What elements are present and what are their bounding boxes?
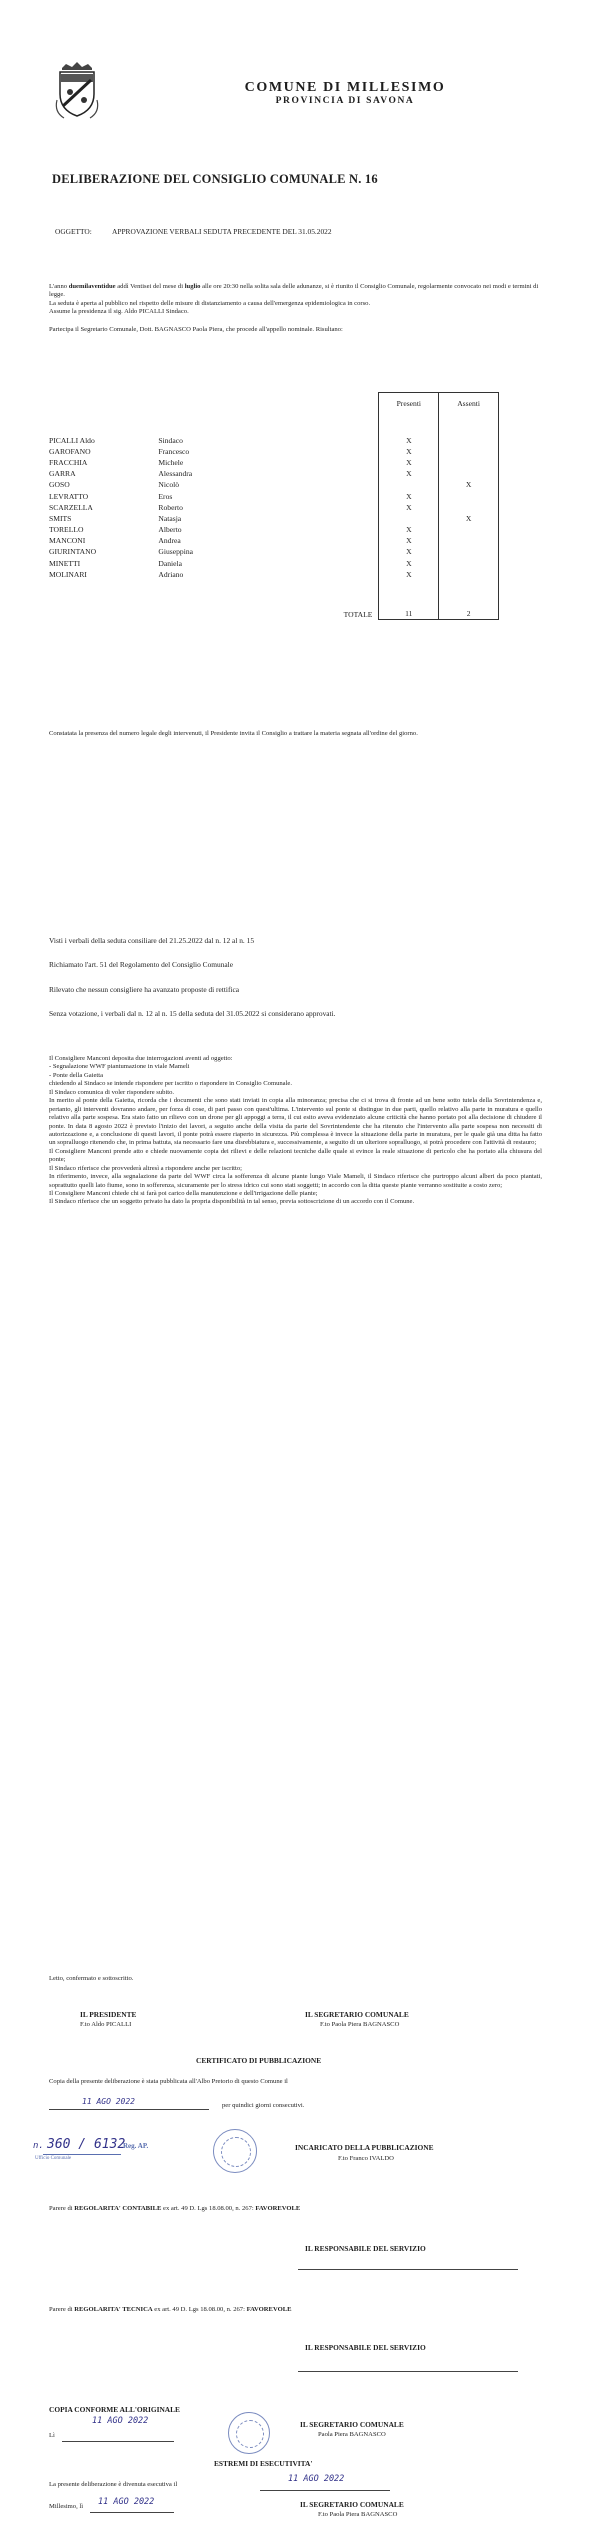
incaricato-name: F.to Franco IVALDO (338, 2155, 394, 2162)
attendance-row (49, 490, 499, 501)
member-name: Natasja (158, 513, 182, 523)
discussion-para: In riferimento, invece, alla segnalazione da parte del WWF circa la sofferenza di alcune piante lungo Viale Mameli, il Sindaco riferisce che purtroppo alcuni alberi da poco piantati, soprattutto quelli lato fiume, sono in sofferenza, sicuramente per lo stress idrico cui sono stati soggetti; in accordo con la ditta queste piante verranno sostituite a costo zero; (49, 1173, 542, 1189)
member-name: Andrea (158, 536, 181, 546)
assente-mark: X (439, 479, 499, 490)
copia-date-line (62, 2440, 174, 2442)
member-surname: TORELLO (49, 525, 84, 535)
member-name: Nicolò (158, 480, 180, 490)
member-surname: FRACCHIA (49, 457, 88, 467)
member-name: Francesco (158, 446, 190, 456)
member-surname: MANCONI (49, 536, 86, 546)
assente-mark (439, 502, 499, 513)
discussion-section (49, 1055, 542, 1207)
attendance-table (49, 392, 499, 620)
discussion-para: Il Consigliere Manconi deposita due interrogazioni aventi ad oggetto: (49, 1055, 233, 1062)
millesimo-date-line (90, 2511, 174, 2513)
segretario-label: IL SEGRETARIO COMUNALE (305, 2010, 409, 2019)
visti-text: Visti i verbali della seduta consiliare del 21.25.2022 dal n. 12 al n. 15 (49, 936, 255, 945)
esecutiva-date-line (260, 2489, 390, 2491)
assente-mark (439, 569, 499, 580)
assente-mark: X (439, 513, 499, 524)
assente-mark (439, 546, 499, 557)
presente-mark: X (379, 490, 439, 501)
member-name: Daniela (158, 558, 183, 568)
segretario-3-label: IL SEGRETARIO COMUNALE (300, 2500, 404, 2509)
provincia-name: PROVINCIA DI SAVONA (275, 96, 415, 106)
totale-assenti: 2 (439, 580, 499, 620)
member-surname: GARRA (49, 469, 76, 479)
oggetto-label: OGGETTO: (55, 227, 92, 236)
assente-mark (439, 457, 499, 468)
intro-paragraph-1: L'anno duemilaventidue addì Ventisei del mese di luglio alle ore 20:30 nella solita sala delle adunanze, si è riunito il Consiglio Comunale, regolarmente convocato nei modi e termini di legge. (49, 283, 539, 299)
member-surname: GOSO (49, 480, 70, 490)
parere-contabile: Parere di REGOLARITA' CONTABILE ex art. 49 D. Lgs 18.08.00, n. 267: FAVOREVOLE (49, 2205, 301, 2212)
presente-mark: X (379, 569, 439, 580)
assente-mark (439, 558, 499, 569)
millesimo-date: 11 AGO 2022 (98, 2497, 155, 2507)
assente-mark (439, 524, 499, 535)
attendance-row (49, 524, 499, 535)
estremi-title: ESTREMI DI ESECUTIVITA' (214, 2459, 313, 2468)
attendance-row (49, 569, 499, 580)
oggetto-text: APPROVAZIONE VERBALI SEDUTA PRECEDENTE DEL 31.05.2022 (112, 227, 332, 236)
responsabile-servizio-1: IL RESPONSABILE DEL SERVIZIO (305, 2244, 426, 2253)
segretario-name: F.to Paola Piera BAGNASCO (320, 2021, 400, 2028)
member-name: Eros (158, 491, 173, 501)
member-surname: SMITS (49, 513, 72, 523)
parere-tecnica: Parere di REGOLARITA' TECNICA ex art. 49 D. Lgs 18.08.00, n. 267: FAVOREVOLE (49, 2306, 292, 2313)
presente-mark: X (379, 446, 439, 457)
presidente-label: IL PRESIDENTE (80, 2010, 137, 2019)
letto-text: Letto, confermato e sottoscritto. (49, 1975, 134, 1982)
member-surname: SCARZELLA (49, 502, 93, 512)
discussion-para: In merito al ponte della Gaietta, ricorda che i documenti che sono stati inviati in copia alla minoranza; precisa che ci si trova di fronte ad un bene sotto tutela della Sovrintendenza e, pertanto, gli interventi dovranno andare, per forza di cose, di pari passo con quest'ultima. L'intervento sul ponte si distingue in due parti, quello relativo alla parte in muratura e quello relativo alla parte sospesa. Era stato fatto un rilievo con un drone per gli appoggi a terra, il cui esito aveva evidenziato alcune criticità che hanno portato poi alla decisione di chiudere il ponte. In data 8 agosto 2022 è previsto l'inizio dei lavori, a seguito anche della visita da parte del Sovrintendente che ha ritenuto che l'intervento alla parte sospesa non necessiti di autorizzazione e, a conclusione di questi lavori, il ponte potrà essere riaperto in sicurezza. Più complessa è invece la situazione della parte in muratura, per le quale già una ditta ha fatto un sopralluogo ritenendo che, in prima battuta, sia necessario fare una disrebbiatura e, successivamente, a seguito di un ulteriore sopralluogo, si potrà procedere con l'attività di restauro; (49, 1097, 542, 1147)
segretario-3-name: F.to Paola Piera BAGNASCO (318, 2511, 398, 2518)
certificate-title: CERTIFICATO DI PUBBLICAZIONE (196, 2056, 322, 2065)
esecutiva-text: La presente deliberazione è divenuta esecutiva il (49, 2481, 178, 2488)
presente-mark: X (379, 524, 439, 535)
attendance-row (49, 513, 499, 524)
assente-mark (439, 435, 499, 446)
member-name: Sindaco (158, 435, 183, 445)
presente-mark: X (379, 546, 439, 557)
presente-mark: X (379, 457, 439, 468)
attendance-row (49, 479, 499, 490)
attendance-row (49, 457, 499, 468)
member-surname: LEVRATTO (49, 491, 89, 501)
deliberation-title: DELIBERAZIONE DEL CONSIGLIO COMUNALE N. 16 (52, 172, 378, 186)
signature-line-1 (298, 2268, 518, 2270)
responsabile-servizio-2: IL RESPONSABILE DEL SERVIZIO (305, 2343, 426, 2352)
copia-conforme-title: COPIA CONFORME ALL'ORIGINALE (49, 2405, 180, 2414)
municipal-seal-stamp (213, 2129, 257, 2173)
attendance-row (49, 558, 499, 569)
col-presenti: Presenti (379, 393, 439, 435)
discussion-para: Il Consigliere Manconi prende atto e chiede nuovamente copia dei rilievi e delle relazioni tecniche dalle quale si evince la reale situazione di pericolo che ha portato alla chiusura del ponte; (49, 1147, 542, 1164)
assente-mark (439, 446, 499, 457)
richiamato-text: Richiamato l'art. 51 del Regolamento del Consiglio Comunale (49, 960, 234, 969)
discussion-para: Il Consigliere Manconi chiede chi si farà poi carico della manutenzione e dell'irrigazione delle piante; (49, 1190, 318, 1197)
member-surname: MINETTI (49, 558, 81, 568)
segretario-2-name: Paola Piera BAGNASCO (318, 2431, 386, 2438)
intro-paragraph-4: Partecipa il Segretario Comunale, Dott. BAGNASCO Paola Piera, che procede all'appello nominale. Risultano: (49, 325, 343, 333)
discussion-para: - Segnalazione WWF piantumazione in viale Mameli (49, 1063, 190, 1071)
presente-mark: X (379, 468, 439, 479)
assente-mark (439, 490, 499, 501)
presente-mark (379, 479, 439, 490)
member-name: Adriano (158, 569, 184, 579)
discussion-para: Il Sindaco riferisce che provvederà altresì a rispondere anche per iscritto; (49, 1164, 242, 1172)
intro-text (49, 283, 544, 334)
member-surname: GAROFANO (49, 446, 91, 456)
discussion-para: - Ponte della Gaietta (49, 1071, 104, 1079)
attendance-row (49, 468, 499, 479)
copia-date: 11 AGO 2022 (92, 2416, 149, 2426)
segretario-2-label: IL SEGRETARIO COMUNALE (300, 2420, 404, 2429)
attendance-row (49, 546, 499, 557)
member-name: Alessandra (158, 469, 193, 479)
copia-seal-stamp (228, 2412, 270, 2454)
attendance-row (49, 535, 499, 546)
signature-line-2 (298, 2370, 518, 2372)
legal-number-text: Constatata la presenza del numero legale degli intervenuti, il Presidente invita il Consiglio a trattare la materia segnata all'ordine del giorno. (49, 730, 418, 737)
certificate-days: per quindici giorni consecutivi. (222, 2102, 305, 2109)
attendance-row (49, 435, 499, 446)
presente-mark: X (379, 535, 439, 546)
member-name: Roberto (158, 502, 183, 512)
li-label: Lì (49, 2432, 55, 2439)
member-name: Michele (158, 457, 184, 467)
totale-presenti: 11 (379, 580, 439, 620)
millesimo-label: Millesimo, lì (49, 2503, 84, 2510)
attendance-row (49, 502, 499, 513)
incaricato-label: INCARICATO DELLA PUBBLICAZIONE (295, 2143, 434, 2152)
registration-stamp: n. 360 / 6132 Reg. AP. Ufficio Comunale (33, 2137, 149, 2161)
comune-name: COMUNE DI MILLESIMO (244, 80, 446, 95)
esecutiva-date: 11 AGO 2022 (288, 2474, 345, 2484)
certificate-date: 11 AGO 2022 (82, 2097, 135, 2106)
col-assenti: Assenti (439, 393, 499, 435)
presente-mark: X (379, 502, 439, 513)
intro-paragraph-3: Assume la presidenza il sig. Aldo PICALLI Sindaco. (49, 308, 189, 316)
member-name: Giuseppina (158, 547, 193, 557)
rilevato-text: Rilevato che nessun consigliere ha avanzato proposte di rettifica (49, 985, 240, 994)
totale-label: TOTALE (343, 609, 373, 619)
presidente-name: F.to Aldo PICALLI (80, 2021, 132, 2028)
certificate-text: Copia della presente deliberazione è stata pubblicata all'Albo Pretorio di questo Comune il (49, 2078, 288, 2085)
senza-text: Senza votazione, i verbali dal n. 12 al n. 15 della seduta del 31.05.2022 si considerano approvati. (49, 1009, 336, 1018)
member-name: Alberto (158, 525, 182, 535)
member-surname: PICALLI Aldo (49, 435, 95, 445)
member-surname: GIURINTANO (49, 547, 97, 557)
member-surname: MOLINARI (49, 569, 87, 579)
assente-mark (439, 468, 499, 479)
coat-of-arms (52, 60, 102, 120)
intro-paragraph-2: La seduta è aperta al pubblico nel rispetto delle misure di distanziamento a causa dell'emergenza epidemiologica in corso. (49, 299, 371, 307)
presente-mark: X (379, 558, 439, 569)
presente-mark (379, 513, 439, 524)
discussion-para: Il Sindaco riferisce che un soggetto privato ha dato la propria disponibilità in tal senso, previa sottoscrizione di un accordo con il Comune. (49, 1198, 415, 1206)
attendance-row (49, 446, 499, 457)
assente-mark (439, 535, 499, 546)
certificate-date-line (49, 2108, 209, 2110)
discussion-para: Il Sindaco comunica di voler rispondere subito. (49, 1088, 175, 1096)
discussion-para: chiedendo al Sindaco se intende rispondere per iscritto o rispondere in Consiglio Comunale. (49, 1080, 292, 1088)
presente-mark: X (379, 435, 439, 446)
